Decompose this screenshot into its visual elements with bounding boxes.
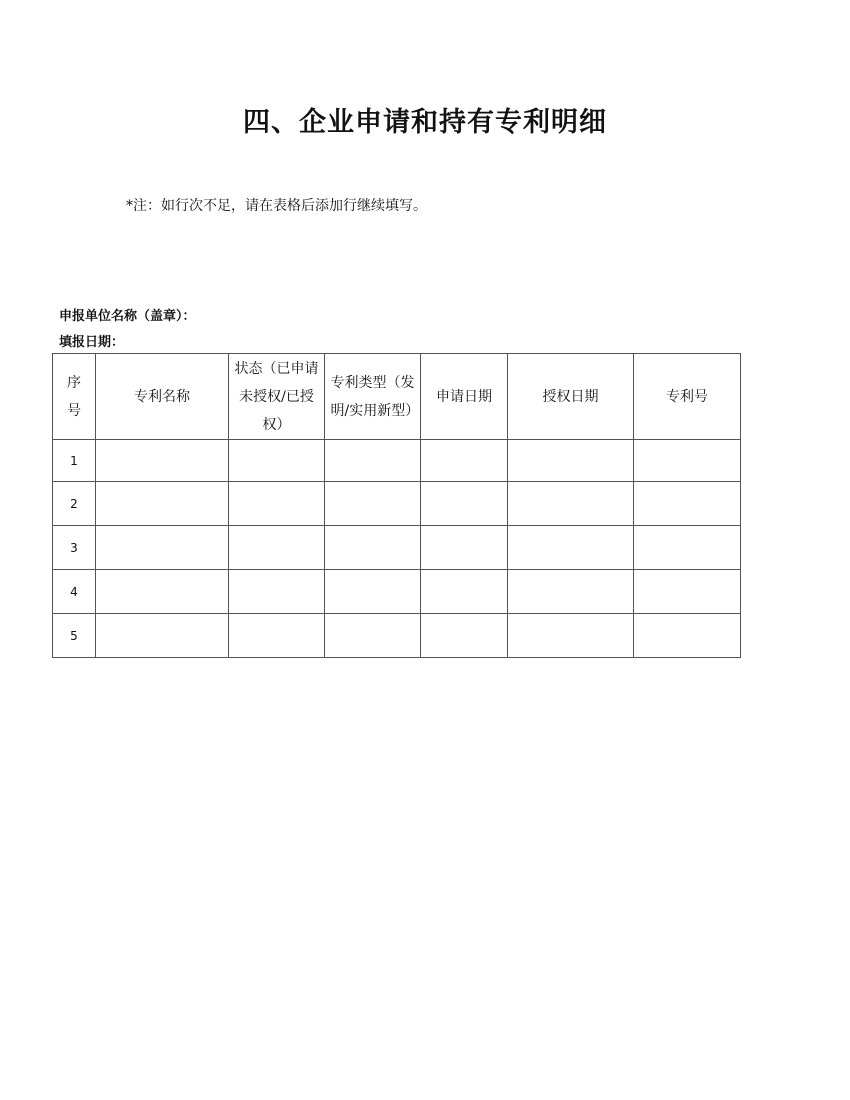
cell-seq: 4: [53, 570, 96, 614]
cell-patent-name[interactable]: [96, 614, 229, 658]
header-patent-name: 专利名称: [96, 354, 229, 440]
table-row: [53, 440, 741, 482]
cell-apply-date[interactable]: [421, 482, 508, 526]
cell-status[interactable]: [229, 570, 325, 614]
cell-seq: 3: [53, 526, 96, 570]
cell-patent-name[interactable]: [96, 526, 229, 570]
cell-patent-name[interactable]: [96, 440, 229, 482]
fill-note: *注：如行次不足，请在表格后添加行继续填写。: [126, 198, 427, 214]
cell-patent-type[interactable]: [325, 526, 421, 570]
header-patent-type: 专利类型（发明/实用新型）: [325, 354, 421, 440]
cell-patent-number[interactable]: [634, 526, 741, 570]
cell-patent-type[interactable]: [325, 440, 421, 482]
cell-status[interactable]: [229, 482, 325, 526]
cell-grant-date[interactable]: [508, 570, 634, 614]
cell-seq: 5: [53, 614, 96, 658]
cell-patent-number[interactable]: [634, 570, 741, 614]
cell-patent-type[interactable]: [325, 482, 421, 526]
cell-status[interactable]: [229, 440, 325, 482]
org-name-label: 申报单位名称（盖章）：: [59, 309, 196, 324]
cell-grant-date[interactable]: [508, 614, 634, 658]
cell-patent-name[interactable]: [96, 482, 229, 526]
header-grant-date: 授权日期: [508, 354, 634, 440]
cell-status[interactable]: [229, 614, 325, 658]
cell-grant-date[interactable]: [508, 440, 634, 482]
cell-apply-date[interactable]: [421, 440, 508, 482]
cell-grant-date[interactable]: [508, 526, 634, 570]
header-patent-number: 专利号: [634, 354, 741, 440]
page-title: 四、企业申请和持有专利明细: [243, 107, 607, 138]
cell-patent-number[interactable]: [634, 482, 741, 526]
cell-patent-type[interactable]: [325, 614, 421, 658]
cell-patent-number[interactable]: [634, 440, 741, 482]
cell-patent-type[interactable]: [325, 570, 421, 614]
table-row: [53, 526, 741, 570]
cell-apply-date[interactable]: [421, 526, 508, 570]
table-header-row: [53, 354, 741, 440]
fill-date-label: 填报日期：: [59, 335, 125, 350]
cell-seq: 1: [53, 440, 96, 482]
cell-apply-date[interactable]: [421, 614, 508, 658]
table-row: [53, 570, 741, 614]
cell-patent-name[interactable]: [96, 570, 229, 614]
cell-grant-date[interactable]: [508, 482, 634, 526]
patent-table: [52, 353, 741, 658]
cell-apply-date[interactable]: [421, 570, 508, 614]
table-row: [53, 482, 741, 526]
header-seq: 序号: [53, 354, 96, 440]
header-apply-date: 申请日期: [421, 354, 508, 440]
cell-patent-number[interactable]: [634, 614, 741, 658]
cell-seq: 2: [53, 482, 96, 526]
cell-status[interactable]: [229, 526, 325, 570]
table-row: [53, 614, 741, 658]
header-status: 状态（已申请未授权/已授权）: [229, 354, 325, 440]
